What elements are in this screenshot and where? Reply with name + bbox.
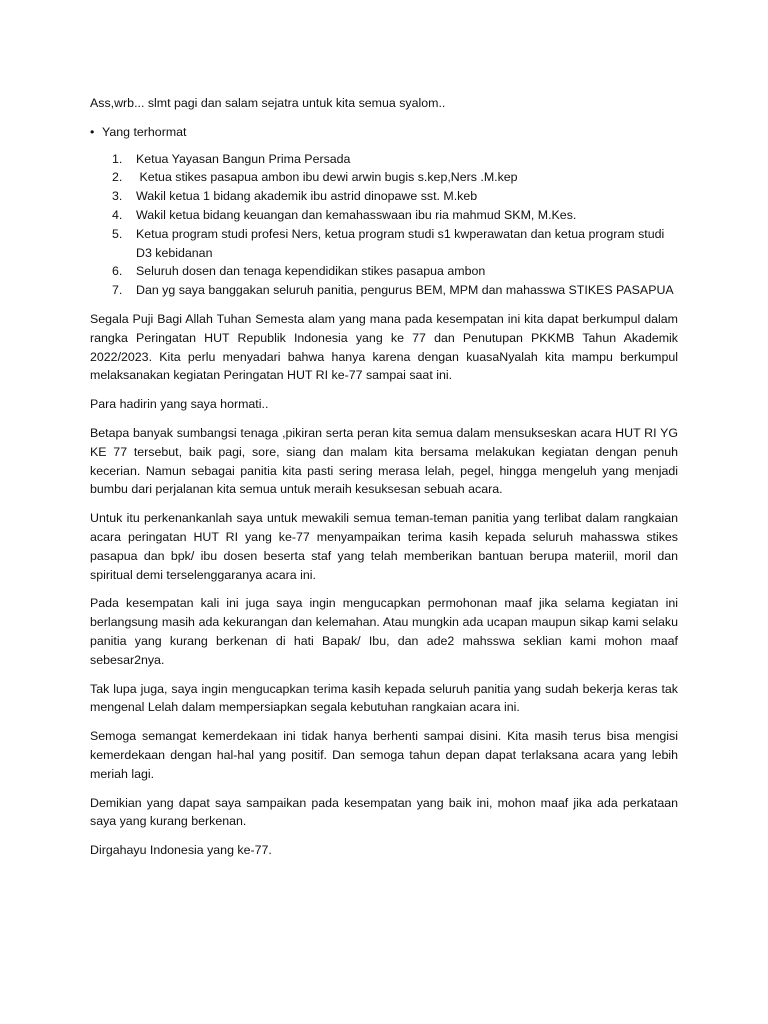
list-item-number: 7. bbox=[112, 283, 123, 298]
list-item-number: 2. bbox=[112, 170, 123, 185]
list-item bbox=[90, 206, 678, 225]
list-item-text: Seluruh dosen dan tenaga kependidikan stikes pasapua ambon bbox=[136, 264, 486, 279]
list-item bbox=[90, 187, 678, 206]
greeting-line: Ass,wrb... slmt pagi dan salam sejatra untuk kita semua syalom.. bbox=[90, 96, 446, 110]
bullet-heading-text: Yang terhormat bbox=[102, 124, 187, 139]
paragraph-contribution: Betapa banyak sumbangsi tenaga ,pikiran serta peran kita semua dalam mensukseskan acara HUT RI YG KE 77 tersebut, baik pagi, sore, siang dan malam kita bersama melakukan kegiatan dengan penuh kecerian. Namun sebagai panitia kita pasti sering merasa lelah, pegel, hingga mengeluh yang menjadi bumbu dari perjalanan kita semua untuk meraih kesuksesan sebuah acara. bbox=[90, 425, 678, 497]
closing-line: Dirgahayu Indonesia yang ke-77. bbox=[90, 843, 272, 858]
bullet-heading bbox=[90, 123, 678, 142]
honoree-list bbox=[90, 150, 678, 300]
address-line: Para hadirin yang saya hormati.. bbox=[90, 397, 269, 412]
list-item-number: 4. bbox=[112, 207, 123, 222]
list-item-text: Dan yg saya banggakan seluruh panitia, pengurus BEM, MPM dan mahasswa STIKES PASAPUA bbox=[136, 283, 674, 298]
list-item bbox=[90, 168, 678, 187]
paragraph-apology: Pada kesempatan kali ini juga saya ingin mengucapkan permohonan maaf jika selama kegiatan ini berlangsung masih ada kekurangan dan kelemahan. Atau mungkin ada ucapan maupun sikap kami selaku panitia yang kurang berkenan di hati Bapak/ Ibu, dan ade2 mahsswa seklian kami mohon maaf sebesar2nya. bbox=[90, 596, 678, 667]
list-item-text: Ketua stikes pasapua ambon ibu dewi arwin bugis s.kep,Ners .M.kep bbox=[136, 170, 518, 185]
list-item-text: Wakil ketua bidang keuangan dan kemahasswaan ibu ria mahmud SKM, M.Kes. bbox=[136, 207, 577, 222]
list-item bbox=[90, 225, 678, 263]
paragraph-thanks: Untuk itu perkenankanlah saya untuk mewakili semua teman-teman panitia yang terlibat dalam rangkaian acara peringatan HUT RI yang ke-77 menyampaikan terima kasih kepada seluruh mahasswa stikes pasapua dan bpk/ ibu dosen beserta staf yang telah memberikan bantuan berupa materiil, moril dan spiritual demi terselenggaranya acara ini. bbox=[90, 511, 678, 582]
list-item-text: Ketua program studi profesi Ners, ketua program studi s1 kwperawatan dan ketua program studi D3 kebidanan bbox=[136, 226, 665, 260]
list-item-number: 1. bbox=[112, 151, 123, 166]
list-item-text: Ketua Yayasan Bangun Prima Persada bbox=[136, 151, 351, 166]
paragraph-gratitude: Tak lupa juga, saya ingin mengucapkan terima kasih kepada seluruh panitia yang sudah bekerja keras tak mengenal Lelah dalam mempersiapkan segala kebutuhan rangkaian acara ini. bbox=[90, 681, 678, 715]
paragraph-closing-remarks: Demikian yang dapat saya sampaikan pada kesempatan yang baik ini, mohon maaf jika ada perkataan saya yang kurang berkenan. bbox=[90, 795, 678, 829]
list-item-number: 5. bbox=[112, 226, 123, 241]
paragraph-hope: Semoga semangat kemerdekaan ini tidak hanya berhenti sampai disini. Kita masih terus bisa mengisi kemerdekaan dengan hal-hal yang positif. Dan semoga tahun depan dapat terlaksana acara yang lebih meriah lagi. bbox=[90, 729, 678, 781]
list-item bbox=[90, 262, 678, 281]
bullet-dot-icon: • bbox=[90, 124, 95, 139]
list-item bbox=[90, 281, 678, 300]
document-page bbox=[90, 94, 678, 870]
paragraph-opening: Segala Puji Bagi Allah Tuhan Semesta alam yang mana pada kesempatan ini kita dapat berkumpul dalam rangka Peringatan HUT Republik Indonesia yang ke 77 dan Penutupan PKKMB Tahun Akademik 2022/2023. Kita perlu menyadari bahwa hanya karena dengan kuasaNyalah kita mampu berkumpul melaksanakan kegiatan Peringatan HUT RI ke-77 sampai saat ini. bbox=[90, 311, 678, 383]
list-item-number: 6. bbox=[112, 264, 123, 279]
list-item-text: Wakil ketua 1 bidang akademik ibu astrid dinopawe sst. M.keb bbox=[136, 189, 478, 204]
list-item-number: 3. bbox=[112, 189, 123, 204]
list-item bbox=[90, 150, 678, 169]
